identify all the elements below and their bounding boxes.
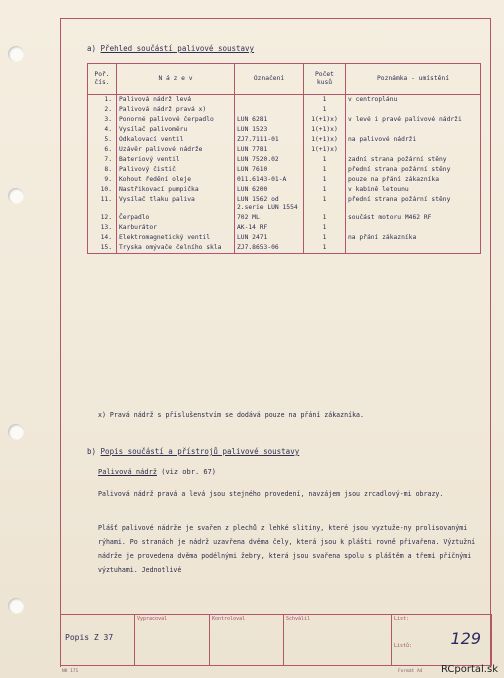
approved-by-label: Schválil xyxy=(286,616,311,622)
row-count: 1 xyxy=(304,223,346,233)
paragraph-1: Palivová nádrž pravá a levá jsou stejného provedení, navzájem jsou zrcadlový-mi obrazy. xyxy=(98,490,444,498)
row-name: Bateriový ventil xyxy=(117,155,235,165)
row-note: součást motoru M462 RF xyxy=(346,213,481,223)
row-num: 1. xyxy=(88,95,117,106)
row-name: Karburátor xyxy=(117,223,235,233)
row-count: 1 xyxy=(304,195,346,213)
row-count: 1(+1)x) xyxy=(304,145,346,155)
row-name: Tryska omývače čelního skla xyxy=(117,243,235,254)
table-row xyxy=(88,165,481,175)
title-block-drawn-cell xyxy=(135,615,210,666)
row-num: 8. xyxy=(88,165,117,175)
row-designation: 011.6143-01-A xyxy=(235,175,304,185)
table-row xyxy=(88,185,481,195)
subsection-figure-ref: (viz obr. 67) xyxy=(161,468,217,476)
row-num: 5. xyxy=(88,135,117,145)
row-num: 9. xyxy=(88,175,117,185)
row-designation: AK-14 RF xyxy=(235,223,304,233)
header-name: N á z e v xyxy=(117,64,235,95)
row-num: 10. xyxy=(88,185,117,195)
row-note xyxy=(346,223,481,233)
row-note: v centroplánu xyxy=(346,95,481,106)
row-name: Čerpadlo xyxy=(117,213,235,223)
row-note xyxy=(346,105,481,115)
section-b-letter: b) xyxy=(87,447,97,456)
section-a-heading xyxy=(87,44,254,53)
row-note xyxy=(346,145,481,155)
section-a-letter: a) xyxy=(87,44,97,53)
row-num: 15. xyxy=(88,243,117,254)
row-num: 4. xyxy=(88,125,117,135)
row-count: 1 xyxy=(304,243,346,254)
section-b-heading xyxy=(87,447,299,456)
row-num: 7. xyxy=(88,155,117,165)
row-designation xyxy=(235,105,304,115)
paragraph-2: Plášť palivové nádrže je svařen z plechů z lehké slitiny, které jsou vyztuže-ny prolisovanými rýhami. Po stranách je nádrž uzavřena dvěma čely, která jsou k plášti rovně přivařena. Výztužní nádrže je provedena dvěma podélnými žebry, která jsou svařena spolu s pláštěm a třemi příčnými výztuhami. Jednotlivé xyxy=(98,524,476,574)
table-row xyxy=(88,213,481,223)
drawn-by-label: Vypracoval xyxy=(137,616,168,622)
section-b-title: Popis součástí a přístrojů palivové soustavy xyxy=(100,447,300,456)
row-count: 1 xyxy=(304,233,346,243)
row-num: 13. xyxy=(88,223,117,233)
row-count: 1 xyxy=(304,213,346,223)
row-note: na přání zákazníka xyxy=(346,233,481,243)
sheets-label: Listů: xyxy=(394,643,413,649)
table-header-row xyxy=(88,64,481,95)
watermark: RCportal.sk xyxy=(440,664,498,675)
row-designation: LUN 1562 od 2.serie LUN 1554 xyxy=(235,195,304,213)
row-num: 2. xyxy=(88,105,117,115)
row-name: Odkalovací ventil xyxy=(117,135,235,145)
row-count: 1 xyxy=(304,175,346,185)
title-block-sheet-cell xyxy=(392,615,492,666)
row-name: Nastřikovací pumpička xyxy=(117,185,235,195)
table-row xyxy=(88,145,481,155)
row-designation: LUN 7520.02 xyxy=(235,155,304,165)
row-name: Vysílač tlaku paliva xyxy=(117,195,235,213)
row-designation: ZJ7.8653-06 xyxy=(235,243,304,254)
table-footnote: x) Pravá nádrž s příslušenstvím se dodává pouze na přání zákazníka. xyxy=(98,411,364,419)
row-note: přední strana požární stěny xyxy=(346,195,481,213)
doc-reference: Popis Z 37 xyxy=(65,633,114,642)
table-row xyxy=(88,135,481,145)
row-name: Palivová nádrž levá xyxy=(117,95,235,106)
table-row xyxy=(88,233,481,243)
row-count: 1 xyxy=(304,165,346,175)
row-note: zadní strana požární stěny xyxy=(346,155,481,165)
header-designation: Označení xyxy=(235,64,304,95)
row-name: Palivový čistič xyxy=(117,165,235,175)
row-note: v kabině letounu xyxy=(346,185,481,195)
row-note: v levé i pravé palivové nádrži xyxy=(346,115,481,125)
binder-hole-3 xyxy=(8,424,24,440)
corner-code: NK 171 xyxy=(62,669,79,674)
row-note: pouze na přání zákazníka xyxy=(346,175,481,185)
row-designation: ZJ7.7111-01 xyxy=(235,135,304,145)
table-row xyxy=(88,105,481,115)
sheet-label: List: xyxy=(394,616,410,622)
subsection-heading xyxy=(98,468,216,476)
row-note: přední strana požární stěny xyxy=(346,165,481,175)
title-block-checked-cell xyxy=(210,615,284,666)
row-designation: LUN 6281 xyxy=(235,115,304,125)
row-name: Ponorné palivové čerpadlo xyxy=(117,115,235,125)
binder-hole-2 xyxy=(8,188,24,204)
row-designation: LUN 2471 xyxy=(235,233,304,243)
table-row xyxy=(88,125,481,135)
subsection-title: Palivová nádrž xyxy=(98,468,158,476)
row-designation: 702 ML xyxy=(235,213,304,223)
header-num: Poř. čís. xyxy=(88,64,117,95)
row-name: Kohout ředění oleje xyxy=(117,175,235,185)
row-name: Palivová nádrž pravá x) xyxy=(117,105,235,115)
table-row xyxy=(88,195,481,213)
table-row xyxy=(88,115,481,125)
row-designation: LUN 6200 xyxy=(235,185,304,195)
parts-table xyxy=(87,63,481,254)
table-row xyxy=(88,155,481,165)
header-note: Poznámka - umístění xyxy=(346,64,481,95)
header-count: Počet kusů xyxy=(304,64,346,95)
title-block-approved-cell xyxy=(284,615,392,666)
row-num: 11. xyxy=(88,195,117,213)
row-count: 1 xyxy=(304,155,346,165)
row-name: Elektromagnetický ventil xyxy=(117,233,235,243)
table-row xyxy=(88,243,481,254)
row-designation: LUN 7781 xyxy=(235,145,304,155)
row-name: Uzávěr palivové nádrže xyxy=(117,145,235,155)
binder-hole-1 xyxy=(8,46,24,62)
row-num: 3. xyxy=(88,115,117,125)
binder-hole-4 xyxy=(8,598,24,614)
format-code: Formát A4 xyxy=(398,669,423,674)
parts-table-body xyxy=(88,95,481,254)
row-designation: LUN 7610 xyxy=(235,165,304,175)
row-num: 12. xyxy=(88,213,117,223)
table-row xyxy=(88,223,481,233)
checked-by-label: Kontroloval xyxy=(212,616,246,622)
table-row xyxy=(88,95,481,106)
row-count: 1(+1)x) xyxy=(304,115,346,125)
row-num: 6. xyxy=(88,145,117,155)
row-designation xyxy=(235,95,304,106)
row-name: Vysílač palivoměru xyxy=(117,125,235,135)
title-block-doc-cell xyxy=(61,615,135,666)
section-a-title: Přehled součástí palivové soustavy xyxy=(100,44,255,53)
row-num: 14. xyxy=(88,233,117,243)
page-number: 129 xyxy=(450,629,481,648)
row-note xyxy=(346,125,481,135)
row-count: 1 xyxy=(304,105,346,115)
row-count: 1 xyxy=(304,95,346,106)
row-note xyxy=(346,243,481,254)
table-row xyxy=(88,175,481,185)
row-note: na palivové nádrži xyxy=(346,135,481,145)
title-block xyxy=(60,614,492,666)
row-count: 1 xyxy=(304,185,346,195)
row-designation: LUN 1523 xyxy=(235,125,304,135)
row-count: 1(+1)x) xyxy=(304,135,346,145)
row-count: 1(+1)x) xyxy=(304,125,346,135)
